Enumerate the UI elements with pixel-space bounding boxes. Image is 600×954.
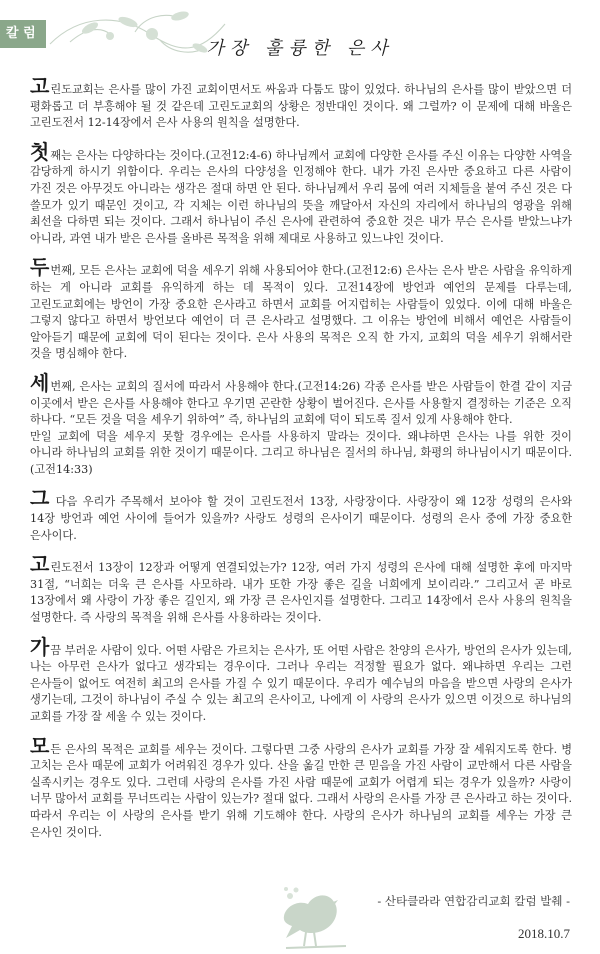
- paragraph-connection: [30, 552, 572, 626]
- paragraph-text: 번째, 은사는 교회의 질서에 따라서 사용해야 한다.(고전14:26) 각종 은사를 받은 사람들이 한결 같이 지금 이곳에서 받은 은사를 사용해야 한다고 우기면 곤란한 상황이 벌어진다. 은사를 사용할지 결정하는 기준은 오직 하나다. “모든 것을 덕을 세우기 위하여” 즉, 하나님의 교회에 덕이 되도록 질서 있게 사용해야 한다.: [30, 379, 572, 427]
- drop-cap: 모: [30, 733, 50, 758]
- drop-cap: 고: [30, 552, 50, 577]
- paragraph-third: [30, 370, 572, 479]
- paragraph-second: [30, 255, 572, 363]
- paragraph-text: 째는 은사는 다양하다는 것이다.(고전12:4-6) 하나님께서 교회에 다양한 은사를 주신 이유는 다양한 사역을 감당하게 하시기 위함이다. 우리는 은사의 다양성을 인정해야 한다. 내가 가진 은사만 중요하고 다른 사람이 가진 것은 아무것도 아니라는 생각은 절대 하면 안 된다. 하나님께서 우리 몸에 여러 지체들을 붙여 주신 것은 다 쓸모가 있기 때문인 것이고, 각 지체는 이런 하나님의 뜻을 깨달아서 자신의 자리에서 하나님의 영광을 위해 최선을 다하면 되는 것이다. 그래서 하나님이 주신 은사에 관련하여 중요한 것은 내가 무슨 은사를 받았느냐가 아니라, 과연 내가 받은 은사를 올바른 목적을 위해 제대로 사용하고 있느냐인 것이다.: [30, 148, 572, 245]
- paragraph-text: 든 은사의 목적은 교회를 세우는 것이다. 그렇다면 그중 사랑의 은사가 교회를 가장 잘 세워지도록 한다. 병 고치는 은사 때문에 교회가 어려워진 경우가 있다. 산을 옮길 만한 큰 믿음을 가진 사람이 교만해서 다른 사람을 실족시키는 경우도 있다. 그런데 사랑의 은사를 가진 사람 때문에 교회가 어렵게 되는 경우가 있을까? 사랑이 너무 많아서 교회를 무너뜨리는 사람이 있는가? 절대 없다. 그래서 사랑의 은사를 가장 큰 은사라고 하는 것이다. 따라서 우리는 이 사랑의 은사를 받기 위해 기도해야 한다. 사랑의 은사가 하나님의 교회를 세우는 가장 큰 은사인 것이다.: [30, 742, 572, 839]
- drop-cap: 가: [30, 634, 50, 659]
- paragraph-text-continued: 만일 교회에 덕을 세우지 못할 경우에는 은사를 사용하지 말라는 것이다. 왜냐하면 은사는 나를 위한 것이 아니라 하나님의 교회를 위한 것이기 때문이다. 그리고 하나님은 질서의 하나님, 화평의 하나님이시기 때문이다.(고전14:33): [30, 429, 572, 476]
- drop-cap: 고: [30, 74, 50, 98]
- article-body: [30, 74, 572, 854]
- drop-cap: 세: [30, 370, 50, 395]
- drop-cap: 그: [30, 486, 50, 511]
- source-citation: - 산타클라라 연합감리교회 칼럼 발췌 -: [377, 894, 570, 908]
- paragraph-envy: [30, 634, 572, 726]
- category-tag: 칼 럼: [0, 20, 46, 48]
- page-title: 가장 훌륭한 은사: [206, 38, 394, 59]
- paragraph-love-chapter: [30, 486, 572, 544]
- paragraph-text: 다음 우리가 주목해서 보아야 할 것이 고린도전서 13장, 사랑장이다. 사랑장이 왜 12장 성령의 은사와 14장 방언과 예언 사이에 들어가 있을까? 사랑도 성령의 은사이기 때문이다. 성령의 은사 중에 가장 중요한 은사이다.: [30, 495, 572, 542]
- paragraph-first: [30, 139, 572, 248]
- drop-cap: 첫: [30, 139, 50, 164]
- paragraph-text: 린도교회는 은사를 많이 가진 교회이면서도 싸움과 다툼도 많이 있었다. 하나님의 은사를 많이 받았으면 더 평화롭고 더 부흥해야 될 것 같은데 고린도교회의 상황은 정반대인 것이다. 왜 그럴까? 이 문제에 대해 바울은 고린도전서 12-14장에서 은사 사용의 원칙을 설명한다.: [30, 83, 572, 130]
- publish-date: 2018.10.7: [518, 926, 570, 941]
- paragraph-conclusion: [30, 733, 572, 842]
- paragraph-text: 끔 부러운 사람이 있다. 어떤 사람은 가르치는 은사가, 또 어떤 사람은 찬양의 은사가, 방언의 은사가 있는데, 나는 아무런 은사가 없다고 생각되는 경우이다. 그러나 우리는 걱정할 필요가 없다. 왜냐하면 우리는 그런 은사들이 없어도 여전히 최고의 은사를 가질 수 있기 때문이다. 우리가 예수님의 마음을 받으면 사랑의 은사가 생기는데, 그것이 하나님이 주실 수 있는 최고의 은사이고, 나에게 이 사랑의 은사가 있으면 이것으로 하나님의 교회를 가장 잘 세울 수 있는 것이다.: [30, 643, 572, 723]
- paragraph-text: 번째, 모든 은사는 교회에 덕을 세우기 위해 사용되어야 한다.(고전12:6) 은사는 은사 받은 사람을 유익하게 하는 게 아니라 교회를 유익하게 하는 데 목적이 있다. 고전14장에 방언과 예언의 문제를 다루는데, 고린도교회에는 방언이 가장 중요한 은사라고 하면서 교회를 어지럽히는 사람들이 있었다. 이에 대해 바울은 그렇지 않다고 하면서 방언보다 예언이 더 큰 은사라고 설명했다. 그 이유는 방언에 비해서 예언은 사람들이 알아듣기 때문에 교회에 덕이 된다는 것이다. 은사 사용의 목적은 오직 한 가지, 교회의 덕을 세우기 위해서란 것을 명심해야 한다.: [30, 264, 572, 361]
- bird-on-branch-icon: [276, 876, 356, 954]
- drop-cap: 두: [30, 255, 50, 280]
- paragraph-intro: [30, 74, 572, 132]
- paragraph-text: 린도전서 13장이 12장과 어떻게 연결되었는가? 12장, 여러 가지 성령의 은사에 대해 설명한 후에 마지막 31절, “너희는 더욱 큰 은사를 사모하라. 내가 또한 가장 좋은 길을 너희에게 보이리라.” 그리고서 곧 바로 13장에서 왜 사랑이 가장 좋은 길인지, 왜 가장 큰 은사인지를 설명한다. 그리고 14장에서 은사 사용의 원칙을 설명한다. 즉 사랑의 목적을 위해 은사를 사용하라는 것이다.: [30, 561, 572, 625]
